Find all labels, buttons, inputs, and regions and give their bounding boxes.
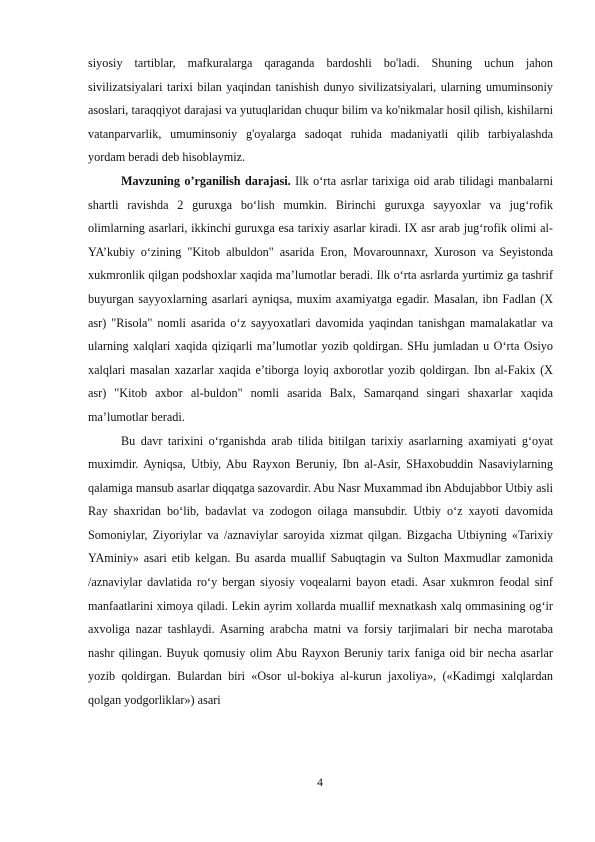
paragraph-intro-text: siyosiy tartiblar, mafkuralarga qaraganda bardoshli bo'ladi. Shuning uchun jahon sivilizatsiyalari tarixi bilan yaqindan tanishish dunyo sivilizatsiyalari, ularning umuminsoniy asoslari, taraqqiyot darajasi va yutuqlaridan chuqur bilim va ko'nikmalar hosil qilish, kishilarni vatanparvarlik, umuminsoniy g'oyalarga sadoqat ruhida madaniyatli qilib tarbiyalashda yordam beradi deb hisoblaymiz. [88,56,553,165]
page-number: 4 [317,775,323,789]
paragraph-research-level [88,170,553,430]
body-text [88,52,553,713]
section-heading-inline: Mavzuning o’rganilish darajasi. [121,173,291,188]
paragraph-arabic-sources [88,430,553,713]
paragraph-intro [88,52,553,170]
paragraph-research-level-text: Ilk o‘rta asrlar tarixiga oid arab tilidagi manbalarni shartli ravishda 2 guruxga bo‘lish mumkin. Birinchi guruxga sayyoxlar va jug‘rofik olimlarning asarlari, ikkinchi guruxga esa tarixiy asarlar kiradi. IX asr arab jug‘rofik olimi al-YA’kubiy o‘zining "Kitob albuldon" asarida Eron, Movarounnaxr, Xuroson va Seyistonda xukmronlik qilgan podshoxlar xaqida ma’lumotlar beradi. Ilk o‘rta asrlarda yurtimiz ga tashrif buyurgan sayyoxlarning asarlari ayniqsa, muxim axamiyatga egadir. Masalan, ibn Fadlan (X asr) "Risola" nomli asarida o‘z sayyoxatlari davomida yaqindan tanishgan mamalakatlar va ularning xalqlari xaqida qiziqarli ma’lumotlar yozib qoldirgan. SHu jumladan u O‘rta Osiyo xalqlari masalan xazarlar xaqida e’tiborga loyiq axborotlar yozib qoldirgan. Ibn al-Fakix (X asr) "Kitob axbor al-buldon" nomli asarida Balx, Samarqand singari shaxarlar xaqida ma’lumotlar beradi. [88,173,553,424]
paragraph-arabic-sources-text: Bu davr tarixini o‘rganishda arab tilida bitilgan tarixiy asarlarning axamiyati g‘oyat muximdir. Ayniqsa, Utbiy, Abu Rayxon Beruniy, Ibn al-Asir, SHaxobuddin Nasaviylarning qalamiga mansub asarlar diqqatga sazovardir. Abu Nasr Muxammad ibn Abdujabbor Utbiy asli Ray shaxridan bo‘lib, badavlat va zodogon oilaga mansubdir. Utbiy o‘z xayoti davomida Somoniylar, Ziyoriylar va /aznaviylar saroyida xizmat qilgan. Bizgacha Utbiyning «Tarixiy YAminiy» asari etib kelgan. Bu asarda muallif Sabuqtagin va Sulton Maxmudlar zamonida /aznaviylar davlatida ro‘y bergan siyosiy voqealarni bayon etadi. Asar xukmron feodal sinf manfaatlarini ximoya qiladi. Lekin ayrim xollarda muallif mexnatkash xalq ommasining og‘ir axvoliga nazar tashlaydi. Asarning arabcha matni va forsiy tarjimalari bir necha marotaba nashr qilingan. Buyuk qomusiy olim Abu Rayxon Beruniy tarix faniga oid bir necha asarlar yozib qoldirgan. Bulardan biri «Osor ul-bokiya al-kurun jaxoliya», («Kadimgi xalqlardan qolgan yodgorliklar») asari [88,433,553,708]
